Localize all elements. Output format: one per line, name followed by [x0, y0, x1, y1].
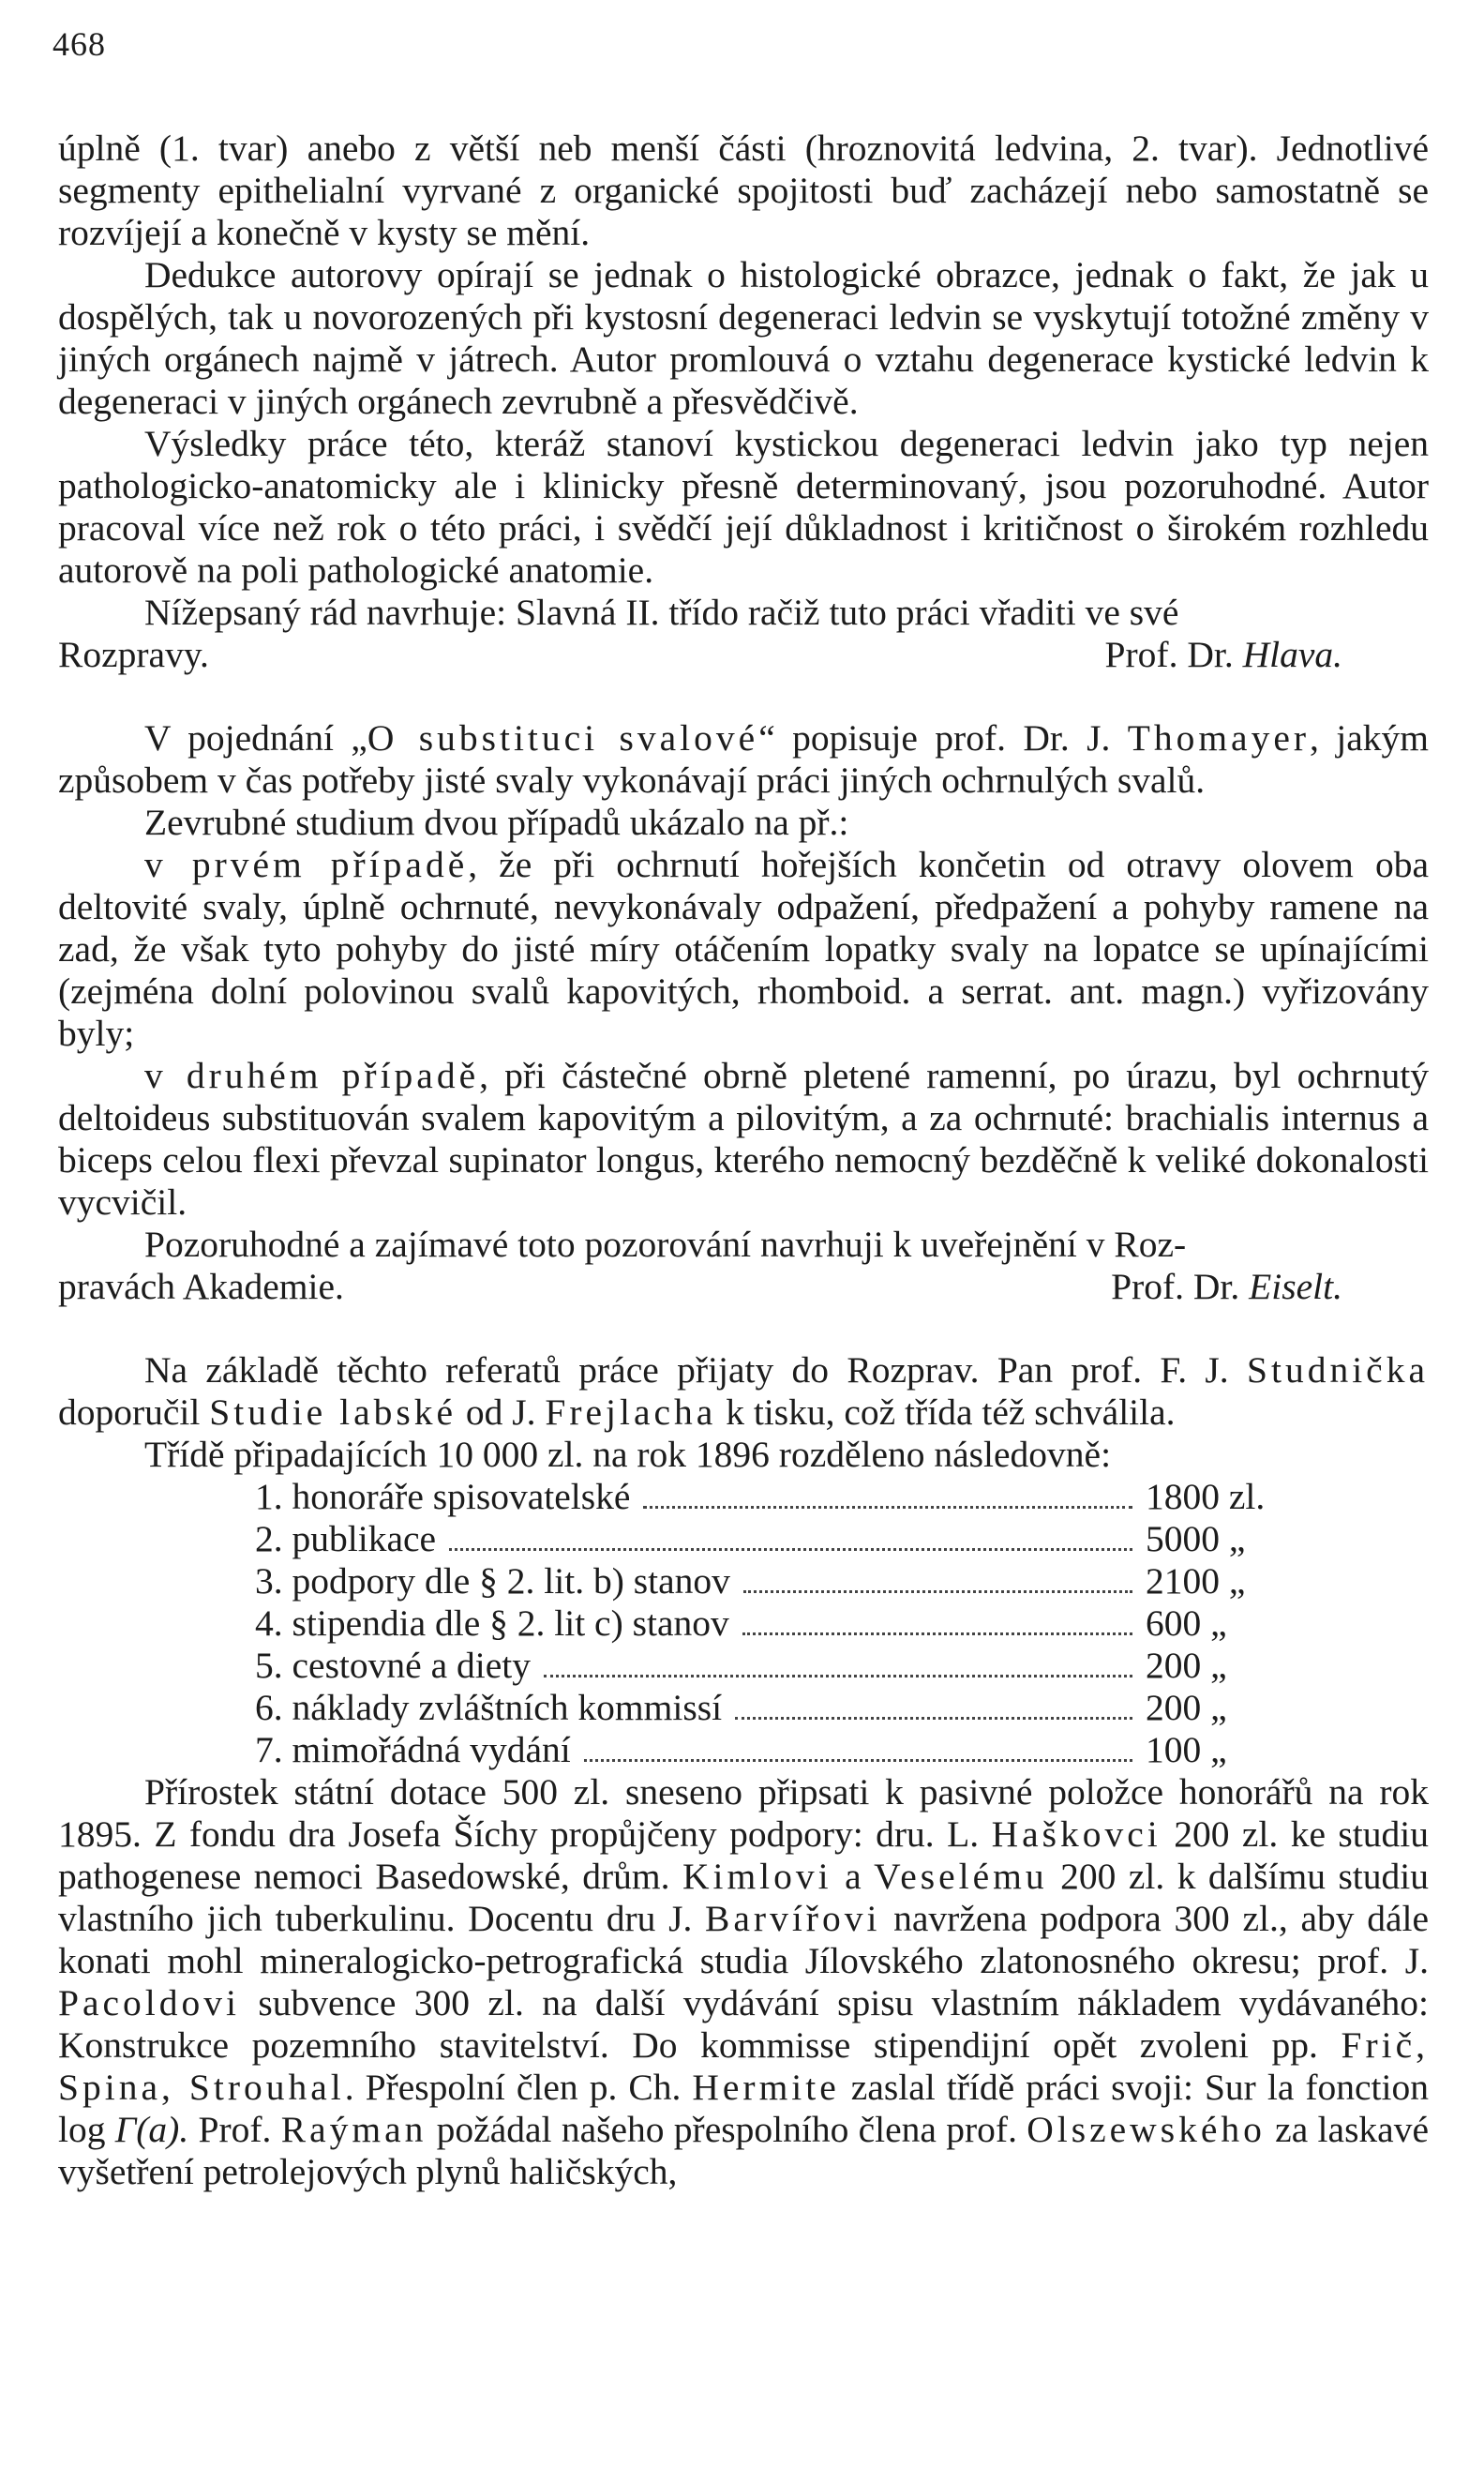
paragraph: úplně (1. tvar) anebo z větší neb menší části (hroznovitá ledvina, 2. tvar). Jednotlivé segmenty epithelialní vyrvané z organické spojitosti buď zacházejí nebo samostatně se rozvíjejí a konečně v kysty se mění. — [58, 128, 1429, 253]
person-name: Pacoldovi — [58, 1982, 240, 2023]
leader-dots — [449, 1548, 1132, 1551]
person-name: Kimlovi — [682, 1856, 832, 1897]
text-run: požádal našeho přespolního člena prof. — [427, 2109, 1027, 2150]
text-run: , že při ochrnutí hořejších končetin od otravy olovem oba deltovité svaly, úplně ochrnuté, nevykonávaly odpažení, předpažení a pohyby ramene na zad, že však tyto pohyby do jisté míry otáčením lopatky svaly na lopatce se upínajícími (zejména dolní polovinou svalů kapovitých, rhomboid. a serrat. ant. magn.) vyřizovány byly; — [58, 844, 1429, 1054]
text-run: doporučil — [58, 1391, 210, 1433]
list-item — [255, 1645, 1286, 1687]
work-title: O substituci svalové — [367, 717, 759, 759]
text-run: za laskavé vyšetření petrolejových plynů haličských, — [58, 2109, 1430, 2192]
budget-list — [58, 1476, 1286, 1771]
list-item — [255, 1560, 1286, 1602]
spacer — [58, 676, 1429, 717]
person-name: Raýman — [280, 2109, 427, 2150]
paragraph — [58, 717, 1429, 802]
signature-title: Prof. Dr. — [1111, 1266, 1250, 1307]
author-name: Thomayer — [1127, 717, 1311, 759]
text-run: k tisku, což třída též schválila. — [716, 1391, 1176, 1433]
math-expression: Γ(a). — [114, 2109, 189, 2150]
text-run: , jakým způsobem v čas potřeby jisté svaly vykonávají práci jiných ochrnulých svalů. — [58, 717, 1430, 801]
text-run: subvence 300 zl. na další vydávání spisu vlastním nákladem vydávaného: Konstrukce pozemního stavitelství. Do kommisse stipendijní opět zvoleni pp. — [58, 1982, 1429, 2066]
leader-dots — [742, 1632, 1132, 1635]
budget-label: 6. náklady zvláštních kommissí — [255, 1687, 723, 1728]
paragraph: Pozoruhodné a zajímavé toto pozorování navrhuji k uveřejnění v Roz- — [144, 1224, 1187, 1265]
signature-title: Prof. Dr. — [1104, 634, 1243, 675]
paragraph — [58, 844, 1429, 1055]
budget-label: 3. podpory dle § 2. lit. b) stanov — [255, 1560, 730, 1602]
text-run: 200 zl. ke studiu pathogenese nemoci Basedowské, drům. — [58, 1813, 1430, 1897]
leader-dots — [735, 1717, 1132, 1720]
budget-amount: 5000 „ — [1146, 1518, 1246, 1559]
signature-line — [58, 1266, 1429, 1308]
budget-amount: 1800 zl. — [1146, 1476, 1266, 1517]
budget-label: 2. publikace — [255, 1518, 437, 1559]
paragraph: Nížepsaný rád navrhuje: Slavná II. třído račiž tuto práci vřaditi ve své — [144, 592, 1179, 633]
paragraph: Zevrubné studium dvou případů ukázalo na př.: — [144, 802, 849, 843]
text-run: Přírostek státní dotace 500 zl. sneseno připsati k pasivné položce honorářů na rok 1895. Z fondu dra Josefa Šíchy propůjčeny podpory: dru. L. — [58, 1771, 1429, 1855]
person-name: Frejlacha — [545, 1391, 717, 1433]
list-item — [255, 1602, 1286, 1645]
signature — [1105, 634, 1429, 676]
text-run: zaslal třídě práci svoji: Sur la fonction log — [58, 2067, 1430, 2150]
budget-amount: 2100 „ — [1146, 1560, 1246, 1602]
paragraph — [58, 1771, 1429, 2193]
list-item — [255, 1476, 1286, 1518]
budget-amount: 200 „ — [1146, 1687, 1227, 1728]
signature-name: Hlava. — [1242, 634, 1342, 675]
paragraph: Výsledky práce této, kteráž stanoví kystickou degeneraci ledvin jako typ nejen pathologicko-anatomicky ale i klinicky přesně determinovaný, jsou pozoruhodné. Autor pracoval více než rok o této práci, i svědčí její důkladnost i kritičnost o širokém rozhledu autorově na poli pathologické anatomie. — [58, 423, 1429, 591]
text-run: Prof. — [188, 2109, 281, 2150]
list-item — [255, 1518, 1286, 1560]
text-run: a — [832, 1856, 875, 1897]
leader-dots — [584, 1759, 1132, 1762]
budget-label: 1. honoráře spisovatelské — [255, 1476, 631, 1517]
leader-dots — [643, 1506, 1132, 1509]
paragraph — [58, 1349, 1429, 1434]
budget-label: 4. stipendia dle § 2. lit c) stanov — [255, 1602, 729, 1644]
budget-amount: 600 „ — [1146, 1602, 1227, 1644]
signature — [1111, 1266, 1429, 1308]
signature-line — [58, 634, 1429, 676]
person-name: Frič, Spina, Strouhal — [58, 2024, 1429, 2108]
paragraph — [58, 1055, 1429, 1224]
paragraph-ending: Rozpravy. — [58, 634, 209, 675]
paragraph: Dedukce autorovy opírají se jednak o histologické obrazce, jednak o fakt, že jak u dospělých, tak u novorozených při kystosní degeneraci ledvin se vyskytují totožné změny v jiných orgánech najmě v játrech. Autor promlouvá o vztahu degenerace kystické ledvin k degeneraci v jiných orgánech zevrubně a přesvědčivě. — [58, 254, 1429, 422]
spacer — [58, 1308, 1429, 1349]
list-item — [255, 1729, 1286, 1771]
person-name: Hermite — [692, 2067, 840, 2108]
person-name: Haškovci — [991, 1813, 1162, 1855]
budget-label: 5. cestovné a diety — [255, 1645, 531, 1686]
person-name: Olszewského — [1027, 2109, 1266, 2150]
person-name: Veselému — [874, 1856, 1048, 1897]
paragraph: Třídě připadajících 10 000 zl. na rok 1896 rozděleno následovně: — [144, 1434, 1112, 1475]
text-run: , při částečné obrně pletené ramenní, po úrazu, byl ochrnutý deltoideus substituován svalem kapovitým a pilovitým, a za ochrnuté: brachialis internus a biceps celou flexi převzal supinator longus, kterého nemocný bezděčně k veliké dokonalosti vycvičil. — [58, 1055, 1429, 1223]
text-run: V pojednání „ — [144, 717, 367, 759]
leader-dots — [743, 1590, 1132, 1593]
budget-label: 7. mimořádná vydání — [255, 1729, 571, 1770]
text-run: od J. — [457, 1391, 546, 1433]
text-run: navržena podpora 300 zl., aby dále konati mohl mineralogicko-petrografická studia Jílovského zlatonosného okresu; prof. J. — [58, 1898, 1429, 1981]
text-run: Na základě těchto referatů práce přijaty do Rozprav. Pan prof. F. J. — [144, 1349, 1248, 1391]
person-name: Studnička — [1247, 1349, 1429, 1391]
budget-amount: 200 „ — [1146, 1645, 1227, 1686]
case-label: v prvém případě — [144, 844, 469, 885]
person-name: Barvířovi — [705, 1898, 881, 1939]
work-title: Studie labské — [209, 1391, 457, 1433]
leader-dots — [544, 1675, 1132, 1677]
page-number: 468 — [52, 25, 106, 63]
text-run: 200 zl. k dalšímu studiu vlastního jich tuberkulinu. Docentu dru J. — [58, 1856, 1430, 1939]
body-text — [58, 128, 1429, 2193]
text-run: . Přespolní člen p. Ch. — [344, 2067, 693, 2108]
paragraph-ending: pravách Akademie. — [58, 1266, 344, 1307]
signature-name: Eiselt. — [1249, 1266, 1342, 1307]
budget-amount: 100 „ — [1146, 1729, 1227, 1770]
text-run: “ popisuje prof. Dr. J. — [758, 717, 1128, 759]
case-label: v druhém případě — [144, 1055, 480, 1096]
list-item — [255, 1687, 1286, 1729]
